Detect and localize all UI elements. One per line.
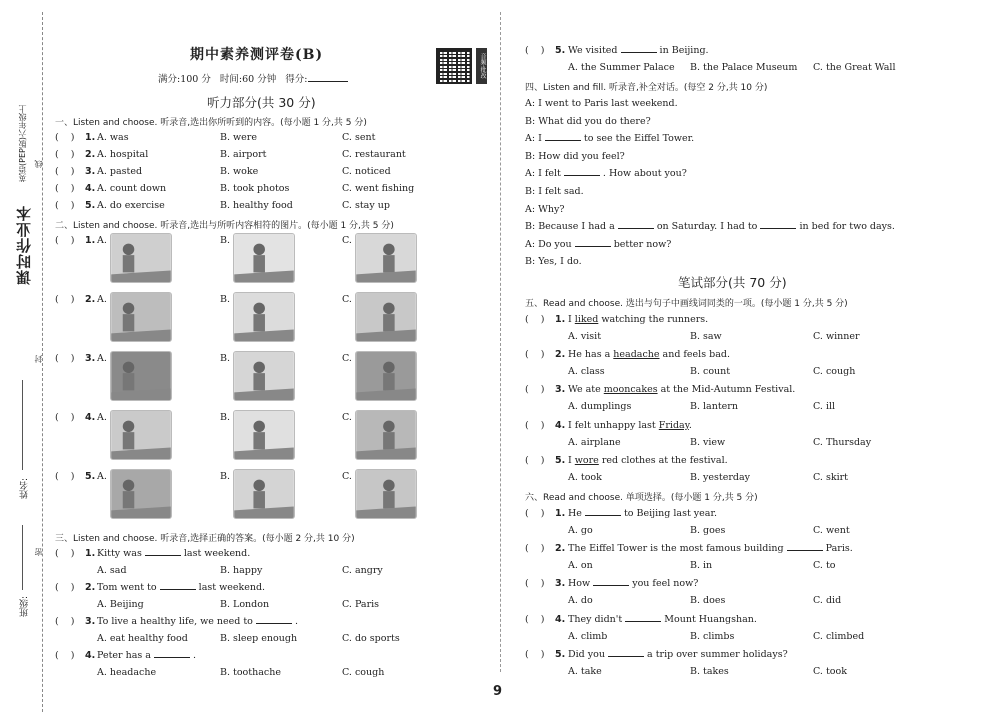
s2-item-5-option-c[interactable]: C. [342,471,352,482]
s6-item-4-text-post: Mount Huangshan. [664,613,757,625]
s5-item-2-sentence [568,349,730,360]
s6-item-2-option-c[interactable]: C. to [813,560,836,572]
section-6-title: 六、Read and choose. 单项选择。(每小题 1 分,共 5 分) [525,493,758,503]
s2-item-4-option-b[interactable]: B. [220,412,231,423]
s3-item-2-answer-paren[interactable]: ( ) [55,582,75,593]
s3-item-3-option-b[interactable]: B. sleep enough [220,633,298,644]
s6-item-4-sentence [568,614,757,625]
s6-item-5-blank[interactable] [608,649,644,657]
s6-item-3-option-a[interactable]: A. do [568,595,593,607]
s2-item-1-option-b[interactable]: B. [220,235,231,246]
s1-item-3-number: 3. [85,166,96,177]
s6-item-3-blank[interactable] [593,578,629,586]
s2-item-3-picture-c-icon[interactable] [355,351,417,401]
s3-item-1-text-post: last weekend. [183,548,251,559]
s3-item-2-sentence [97,582,265,593]
s6-item-5-option-a[interactable]: A. take [568,665,602,677]
s4-line-3-text-pre: A: I [525,133,542,145]
s5-item-4-option-b[interactable]: B. view [690,436,726,448]
s2-item-5-picture-b-icon[interactable] [233,469,295,519]
s3-item-1-sentence [97,548,250,559]
section-4-title: 四、Listen and fill. 听录音,补全对话。(每空 2 分,共 10 分) [525,83,768,93]
s5-item-2-text-pre: He has a [568,349,614,361]
s6-item-1-answer-paren[interactable]: ( ) [525,508,545,519]
s5-item-2-text-post: and feels bad. [659,349,730,361]
s6-item-3-number: 3. [555,578,566,590]
s6-item-1-text-pre: He [568,508,582,519]
s2-item-2-option-a[interactable]: A. [97,294,107,305]
s6-item-2-option-a[interactable]: A. on [568,560,593,572]
s2-item-5-option-a[interactable]: A. [97,471,107,482]
s5-item-5-underlined-word: wore [574,454,599,466]
s3-item-2-option-c[interactable]: C. Paris [342,599,380,610]
s1-item-5b-option-c[interactable]: C. the Great Wall [813,62,896,73]
class-line [22,525,23,590]
s5-item-3-option-a[interactable]: A. dumplings [568,401,632,413]
name-label: 姓名: [20,478,30,500]
s3-item-2-option-b[interactable]: B. London [220,599,270,610]
s3-item-3-option-c[interactable]: C. do sports [342,633,400,644]
cut-mark-1: 线 [34,160,43,168]
s2-item-1-option-c[interactable]: C. [342,235,352,246]
s3-item-3-option-a[interactable]: A. eat healthy food [97,633,188,644]
s4-line-1 [525,98,678,109]
s4-line-5-text-pre: A: I felt [525,168,561,180]
qr-code-icon[interactable] [436,48,472,84]
s1-item-1-number: 1. [85,132,96,143]
s1-item-4-option-a[interactable]: A. count down [97,183,167,194]
s2-item-2-answer-paren[interactable]: ( ) [55,294,75,305]
score-label: 得分: [285,74,308,85]
s5-item-3-answer-paren[interactable]: ( ) [525,384,545,396]
s5-item-1-number: 1. [555,314,566,325]
s5-item-4-option-c[interactable]: C. Thursday [813,436,872,448]
s6-item-1-sentence [568,508,717,519]
s5-item-4-text-post: . [688,419,692,431]
s6-item-5-text-post: a trip over summer holidays? [647,648,788,660]
s6-item-4-answer-paren[interactable]: ( ) [525,613,545,625]
cut-dash-line [42,12,43,712]
s3-item-4-sentence [97,650,196,661]
s4-line-5-blank-1[interactable] [564,168,600,176]
s3-item-2-text-pre: Tom went to [97,582,157,593]
s3-item-3-text-post: . [294,616,298,627]
s3-item-1-option-c[interactable]: C. angry [342,565,383,576]
s3-item-2-text-post: last weekend. [198,582,266,593]
s4-line-3-blank-1[interactable] [545,133,581,141]
s6-item-4-option-a[interactable]: A. climb [568,630,608,642]
s6-item-2-number: 2. [555,543,566,555]
s4-line-6 [525,186,584,197]
s6-item-2-text-pre: The Eiffel Tower is the most famous building [568,543,784,555]
s1-item-4-option-c[interactable]: C. went fishing [342,183,415,194]
s1-item-5-option-a[interactable]: A. do exercise [97,200,165,211]
s2-item-2-picture-c-icon[interactable] [355,292,417,342]
time-limit: 时间:60 分钟 [219,74,277,85]
s1-item-5b-text-post: in Beijing. [659,45,709,56]
s5-item-3-option-c[interactable]: C. ill [813,401,836,413]
s1-item-2-option-a[interactable]: A. hospital [97,149,149,160]
s2-item-4-option-c[interactable]: C. [342,412,352,423]
s1-item-1-option-a[interactable]: A. was [97,132,129,143]
s1-item-5-option-c[interactable]: C. stay up [342,200,390,211]
s4-line-4 [525,151,625,162]
s3-item-4-option-b[interactable]: B. toothache [220,667,281,678]
s3-item-4-text-pre: Peter has a [97,650,151,661]
s6-item-4-blank[interactable] [625,614,661,622]
s2-item-3-picture-b-icon[interactable] [233,351,295,401]
s2-item-4-option-a[interactable]: A. [97,412,107,423]
s5-item-2-underlined-word: headache [613,349,660,361]
s1-item-5b-blank[interactable] [621,45,657,53]
s4-line-9 [525,239,671,250]
s1-item-5b-number: 5. [555,45,566,56]
s2-item-2-picture-a-icon[interactable] [110,292,172,342]
s5-item-3-text-post: at the Mid-Autumn Festival. [657,384,796,396]
s6-item-4-text-pre: They didn't [568,613,623,625]
s1-item-3-option-a[interactable]: A. pasted [97,166,143,177]
s2-item-3-number: 3. [85,353,96,364]
s2-item-1-number: 1. [85,235,96,246]
s5-item-5-sentence [568,455,728,466]
s2-item-1-picture-c-icon[interactable] [355,233,417,283]
s6-item-3-option-c[interactable]: C. did [813,595,842,607]
full-score: 满分:100 分 [158,74,211,85]
s6-item-4-number: 4. [555,613,566,625]
s4-line-5-text-post: . How about you? [602,168,687,180]
s5-item-5-answer-paren[interactable]: ( ) [525,454,545,466]
s3-item-4-answer-paren[interactable]: ( ) [55,650,75,661]
class-label: 班级: [20,596,30,618]
s5-item-1-text-pre: I [568,314,575,325]
s1-item-4-option-b[interactable]: B. took photos [220,183,290,194]
s3-item-1-blank[interactable] [145,548,181,556]
s6-item-5-text-pre: Did you [568,648,605,660]
s5-item-5-option-b[interactable]: B. yesterday [690,471,750,483]
s5-item-1-option-a[interactable]: A. visit [568,331,602,342]
s4-line-2 [525,116,651,127]
s5-item-4-text-pre: I felt unhappy last [568,419,659,431]
s5-item-5-text-post: red clothes at the festival. [598,454,728,466]
s5-item-5-text-pre: I [568,454,575,466]
s5-item-2-answer-paren[interactable]: ( ) [525,349,545,361]
s5-item-5-option-a[interactable]: A. took [568,471,602,483]
s6-item-1-number: 1. [555,508,566,519]
s1-item-4-answer-paren[interactable]: ( ) [55,183,75,194]
s1-item-1-option-c[interactable]: C. sent [342,132,376,143]
s4-line-8-text-mid: on Saturday. I had to [656,221,758,233]
s3-item-3-answer-paren[interactable]: ( ) [55,616,75,627]
section-1-title: 一、Listen and choose. 听录音,选出你所听到的内容。(每小题 1 分,共 5 分) [55,118,367,128]
binding-margin [0,0,44,722]
score-blank[interactable] [308,81,348,82]
s3-item-3-blank[interactable] [256,616,292,624]
s5-item-3-underlined-word: mooncakes [603,384,658,396]
s1-item-5-number: 5. [85,200,96,211]
s3-item-1-text-pre: Kitty was [97,548,142,559]
s1-item-2-number: 2. [85,149,96,160]
cut-mark-3: 密 [34,548,43,556]
s1-item-5b-option-a[interactable]: A. the Summer Palace [568,62,675,73]
s5-item-4-option-a[interactable]: A. airplane [568,436,621,448]
s2-item-1-option-a[interactable]: A. [97,235,107,246]
s6-item-2-text-post: Paris. [825,543,853,555]
s6-item-5-option-c[interactable]: C. took [813,665,847,677]
s5-item-1-answer-paren[interactable]: ( ) [525,314,545,325]
s4-line-4-text-pre: B: How did you feel? [525,150,625,162]
s5-item-2-option-b[interactable]: B. count [690,366,731,378]
s3-item-4-number: 4. [85,650,96,661]
s3-item-3-text-pre: To live a healthy life, we need to [97,616,253,627]
s1-item-5-option-b[interactable]: B. healthy food [220,200,293,211]
s2-item-2-option-c[interactable]: C. [342,294,352,305]
s2-item-2-number: 2. [85,294,96,305]
s4-line-9-text-pre: A: Do you [525,238,572,250]
s5-item-3-option-b[interactable]: B. lantern [690,401,738,413]
s1-item-5b-sentence [568,45,709,56]
s1-item-2-option-b[interactable]: B. airport [220,149,267,160]
s6-item-5-answer-paren[interactable]: ( ) [525,648,545,660]
page-number: 9 [493,684,503,699]
s6-item-4-option-c[interactable]: C. climbed [813,630,865,642]
s2-item-3-answer-paren[interactable]: ( ) [55,353,75,364]
s2-item-4-picture-a-icon[interactable] [110,410,172,460]
s4-line-1-text-pre: A: I went to Paris last weekend. [525,98,678,109]
s5-item-1-option-c[interactable]: C. winner [813,331,860,342]
s6-item-1-option-b[interactable]: B. goes [690,525,726,536]
s1-item-1-option-b[interactable]: B. were [220,132,257,143]
s5-item-4-number: 4. [555,419,566,431]
s5-item-3-number: 3. [555,384,566,396]
s4-line-5 [525,168,687,179]
s5-item-1-option-b[interactable]: B. saw [690,331,722,342]
s6-item-3-sentence [568,578,698,589]
s6-item-3-text-post: you feel now? [632,578,699,590]
s5-item-1-sentence [568,314,708,325]
section-5-title: 五、Read and choose. 选出与句子中画线词同类的一项。(每小题 1 分,共 5 分) [525,299,848,309]
writing-heading: 笔试部分(共 70 分) [678,275,787,290]
s6-item-5-number: 5. [555,648,566,660]
s4-line-8-blank-2[interactable] [760,221,796,229]
s1-item-5b-answer-paren[interactable]: ( ) [525,45,545,56]
s2-item-5-picture-a-icon[interactable] [110,469,172,519]
s2-item-3-option-c[interactable]: C. [342,353,352,364]
s5-item-2-number: 2. [555,349,566,361]
s6-item-1-option-a[interactable]: A. go [568,525,593,536]
brand-title: 课时作业本 [15,205,33,285]
s4-line-7-text-pre: A: Why? [525,203,565,215]
s1-item-3-answer-paren[interactable]: ( ) [55,166,75,177]
s4-line-8-blank-1[interactable] [618,221,654,229]
s2-item-4-number: 4. [85,412,96,423]
s5-item-2-option-c[interactable]: C. cough [813,366,856,378]
s4-line-8-text-post: in bed for two days. [799,221,895,233]
s2-item-1-picture-a-icon[interactable] [110,233,172,283]
s6-item-1-blank[interactable] [585,508,621,516]
s2-item-5-picture-c-icon[interactable] [355,469,417,519]
s1-item-5b-option-b[interactable]: B. the Palace Museum [690,62,798,73]
s5-item-4-sentence [568,420,692,431]
s2-item-4-answer-paren[interactable]: ( ) [55,412,75,423]
score-meta [158,71,348,85]
s1-item-3-option-c[interactable]: C. noticed [342,166,391,177]
s4-line-8-text-pre: B: Because I had a [525,221,615,233]
cut-mark-2: 封 [34,355,43,363]
s1-item-2-answer-paren[interactable]: ( ) [55,149,75,160]
s6-item-2-option-b[interactable]: B. in [690,560,713,572]
s5-item-4-answer-paren[interactable]: ( ) [525,419,545,431]
s2-item-2-option-b[interactable]: B. [220,294,231,305]
s4-line-9-text-post: better now? [613,238,672,250]
s3-item-3-sentence [97,616,298,627]
series-label: 英语(PEP版)六年级上 [18,105,27,182]
s6-item-1-option-c[interactable]: C. went [813,525,850,536]
s4-line-2-text-pre: B: What did you do there? [525,115,651,127]
s2-item-1-answer-paren[interactable]: ( ) [55,235,75,246]
s4-line-6-text-pre: B: I felt sad. [525,186,584,197]
s5-item-3-text-pre: We ate [568,384,604,396]
s3-item-1-number: 1. [85,548,96,559]
s4-line-8 [525,221,895,232]
s3-item-4-text-post: . [193,650,197,661]
s3-item-2-option-a[interactable]: A. Beijing [97,599,144,610]
name-line [22,380,23,470]
s6-item-3-option-b[interactable]: B. does [690,595,726,607]
s5-item-5-option-c[interactable]: C. skirt [813,471,848,483]
s6-item-2-sentence [568,543,853,554]
s4-line-3 [525,133,694,144]
s6-item-5-sentence [568,649,788,660]
s6-item-3-text-pre: How [568,578,591,590]
s2-item-3-picture-a-icon[interactable] [110,351,172,401]
s5-item-4-underlined-word: Friday [658,419,689,431]
s1-item-1-answer-paren[interactable]: ( ) [55,132,75,143]
section-2-title: 二、Listen and choose. 听录音,选出与所听内容相符的图片。(每小题 1 分,共 5 分) [55,221,394,231]
s3-item-4-blank[interactable] [154,650,190,658]
s3-item-1-option-b[interactable]: B. happy [220,565,263,576]
s2-item-3-option-b[interactable]: B. [220,353,231,364]
s3-item-2-blank[interactable] [160,582,196,590]
s5-item-3-sentence [568,384,795,395]
s1-item-2-option-c[interactable]: C. restaurant [342,149,406,160]
s6-item-3-answer-paren[interactable]: ( ) [525,578,545,590]
page-title: 期中素养测评卷(B) [190,47,324,63]
s4-line-10-text-pre: B: Yes, I do. [525,256,582,268]
s5-item-1-text-post: watching the runners. [598,314,709,325]
s4-line-7 [525,204,564,215]
s4-line-10 [525,256,582,267]
qr-tag: 音频·批改 [476,48,487,84]
s3-item-1-answer-paren[interactable]: ( ) [55,548,75,559]
s5-item-5-number: 5. [555,454,566,466]
s3-item-3-number: 3. [85,616,96,627]
s1-item-4-number: 4. [85,183,96,194]
s6-item-2-blank[interactable] [787,543,823,551]
s1-item-5-answer-paren[interactable]: ( ) [55,200,75,211]
s6-item-5-option-b[interactable]: B. takes [690,665,729,677]
s6-item-1-text-post: to Beijing last year. [623,508,717,519]
s4-line-9-blank-1[interactable] [575,239,611,247]
s2-item-4-picture-b-icon[interactable] [233,410,295,460]
section-3-title: 三、Listen and choose. 听录音,选择正确的答案。(每小题 2 分,共 10 分) [55,534,355,544]
s5-item-2-option-a[interactable]: A. class [568,366,605,378]
s6-item-2-answer-paren[interactable]: ( ) [525,543,545,555]
s1-item-3-option-b[interactable]: B. woke [220,166,259,177]
s6-item-4-option-b[interactable]: B. climbs [690,630,735,642]
s2-item-3-option-a[interactable]: A. [97,353,107,364]
s2-item-1-picture-b-icon[interactable] [233,233,295,283]
s1-item-5b-text-pre: We visited [568,45,618,56]
s2-item-4-picture-c-icon[interactable] [355,410,417,460]
s2-item-5-answer-paren[interactable]: ( ) [55,471,75,482]
listening-heading: 听力部分(共 30 分) [207,95,316,110]
s4-line-3-text-post: to see the Eiffel Tower. [583,133,695,145]
s2-item-2-picture-b-icon[interactable] [233,292,295,342]
s2-item-5-option-b[interactable]: B. [220,471,231,482]
s5-item-1-underlined-word: liked [574,314,599,325]
s3-item-2-number: 2. [85,582,96,593]
page-divider [500,12,501,672]
s2-item-5-number: 5. [85,471,96,482]
s3-item-4-option-c[interactable]: C. cough [342,667,385,678]
s3-item-1-option-a[interactable]: A. sad [97,565,127,576]
s3-item-4-option-a[interactable]: A. headache [97,667,157,678]
